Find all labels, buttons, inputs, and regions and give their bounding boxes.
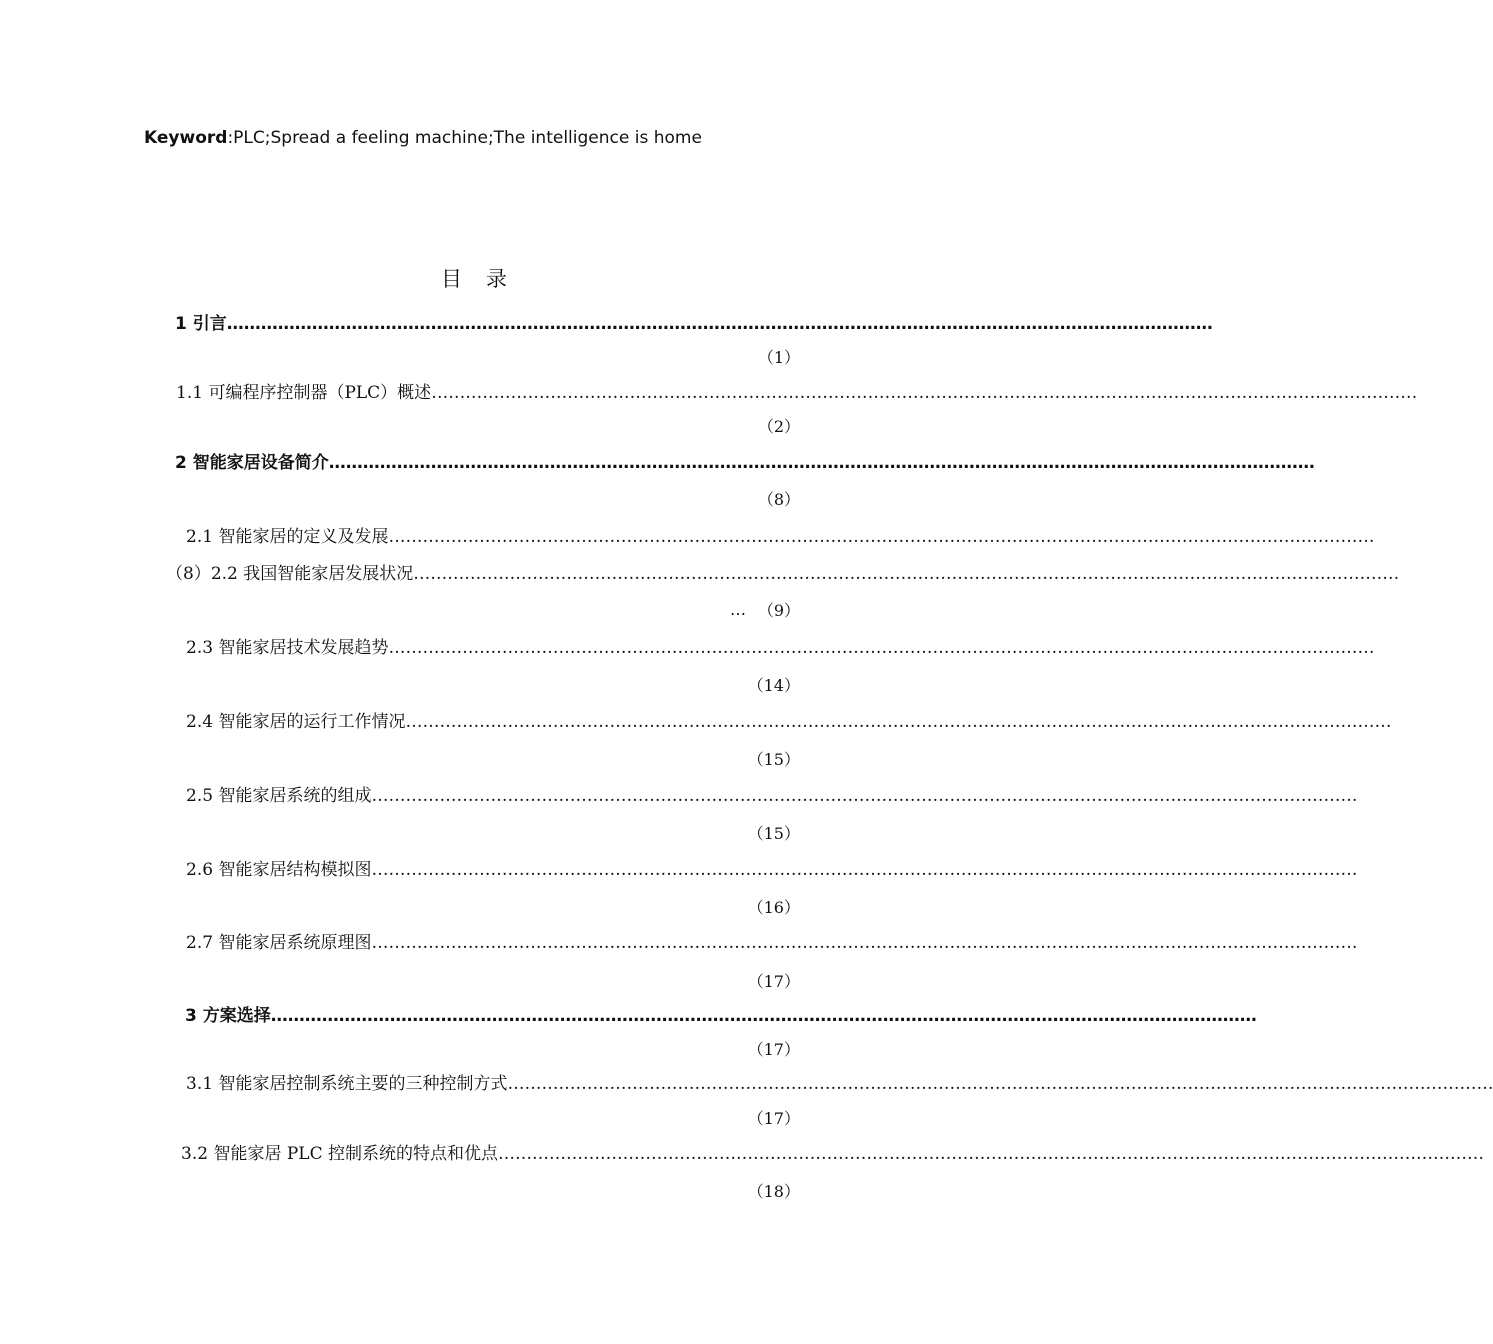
toc-leader: ………………………………………………………………………………………………………………………………………………………… xyxy=(388,527,1375,547)
toc-entry-label: 2.7 智能家居系统原理图 xyxy=(186,933,372,953)
toc-leader: ………………………………………………………………………………………………………………………………………………………… xyxy=(413,564,1400,584)
toc-entry[interactable] xyxy=(186,525,1375,549)
toc-entry[interactable] xyxy=(181,1142,1484,1166)
toc-leader: ………………………………………………………………………………………………………………………………………………………… xyxy=(270,1006,1257,1026)
keyword-line xyxy=(144,128,702,148)
toc-page-number: （17） xyxy=(747,1040,800,1059)
toc-page-number: （15） xyxy=(747,824,800,843)
toc-entry[interactable] xyxy=(186,636,1375,660)
toc-leader: ………………………………………………………………………………………………………………………………………………………… xyxy=(431,383,1418,403)
toc-leader: ………………………………………………………………………………………………………………………………………………………… xyxy=(388,638,1375,658)
toc-title-left: 目 xyxy=(441,267,464,291)
toc-leader: ………………………………………………………………………………………………………………………………………………………… xyxy=(497,1144,1484,1164)
toc-page-number: （18） xyxy=(747,1182,800,1201)
toc-leader: ………………………………………………………………………………………………………………………………………………………… xyxy=(507,1074,1493,1094)
toc-entry-label: 2.5 智能家居系统的组成 xyxy=(186,786,372,806)
toc-entry-label: 3.2 智能家居 PLC 控制系统的特点和优点 xyxy=(181,1144,498,1164)
toc-entry[interactable] xyxy=(186,784,1358,808)
toc-page-number: （9） xyxy=(757,601,800,620)
toc-page-number: （17） xyxy=(747,1109,800,1128)
toc-entry-label: 3.1 智能家居控制系统主要的三种控制方式 xyxy=(186,1074,508,1094)
toc-entry-label: 2 智能家居设备简介 xyxy=(175,453,329,473)
toc-entry-label: 3 方案选择 xyxy=(185,1006,271,1026)
toc-entry[interactable] xyxy=(166,562,1400,586)
toc-page-number: （1） xyxy=(757,348,800,367)
toc-entry-label: 2.3 智能家居技术发展趋势 xyxy=(186,638,389,658)
toc-entry[interactable] xyxy=(175,451,1315,475)
toc-leader: ………………………………………………………………………………………………………………………………………………………… xyxy=(371,933,1358,953)
keyword-text: :PLC;Spread a feeling machine;The intelligence is home xyxy=(227,128,702,148)
toc-entry-label: 1.1 可编程序控制器（PLC）概述 xyxy=(176,383,432,403)
toc-leader: ………………………………………………………………………………………………………………………………………………………… xyxy=(405,712,1392,732)
toc-page-number: （15） xyxy=(747,750,800,769)
toc-leader-wrap: … xyxy=(730,600,746,619)
toc-leader: ………………………………………………………………………………………………………………………………………………………… xyxy=(226,314,1213,334)
toc-entry[interactable] xyxy=(186,1072,1493,1096)
toc-entry[interactable] xyxy=(175,312,1213,336)
keyword-label: Keyword xyxy=(144,128,228,148)
toc-entry-label: 1 引言 xyxy=(175,314,227,334)
toc-entry-label: 2.4 智能家居的运行工作情况 xyxy=(186,712,406,732)
toc-page-number: （8） xyxy=(757,490,800,509)
toc-entry[interactable] xyxy=(185,1004,1257,1028)
toc-entry[interactable] xyxy=(176,381,1418,405)
toc-entry[interactable] xyxy=(186,931,1358,955)
toc-page-number: （2） xyxy=(757,417,800,436)
toc-entry-label: 2.1 智能家居的定义及发展 xyxy=(186,527,389,547)
toc-leader: ………………………………………………………………………………………………………………………………………………………… xyxy=(371,860,1358,880)
toc-leader: ………………………………………………………………………………………………………………………………………………………… xyxy=(371,786,1358,806)
toc-title-right: 录 xyxy=(486,267,509,291)
toc-entry[interactable] xyxy=(186,710,1392,734)
toc-page-number: （17） xyxy=(747,972,800,991)
toc-leader: ………………………………………………………………………………………………………………………………………………………… xyxy=(328,453,1315,473)
toc-title xyxy=(0,263,950,293)
toc-entry[interactable] xyxy=(186,858,1358,882)
toc-page-number: （8） xyxy=(166,564,211,584)
toc-entry-label: 2.6 智能家居结构模拟图 xyxy=(186,860,372,880)
toc-entry-label: 2.2 我国智能家居发展状况 xyxy=(210,564,414,584)
toc-page-number: （16） xyxy=(747,898,800,917)
toc-page-number: （14） xyxy=(747,676,800,695)
